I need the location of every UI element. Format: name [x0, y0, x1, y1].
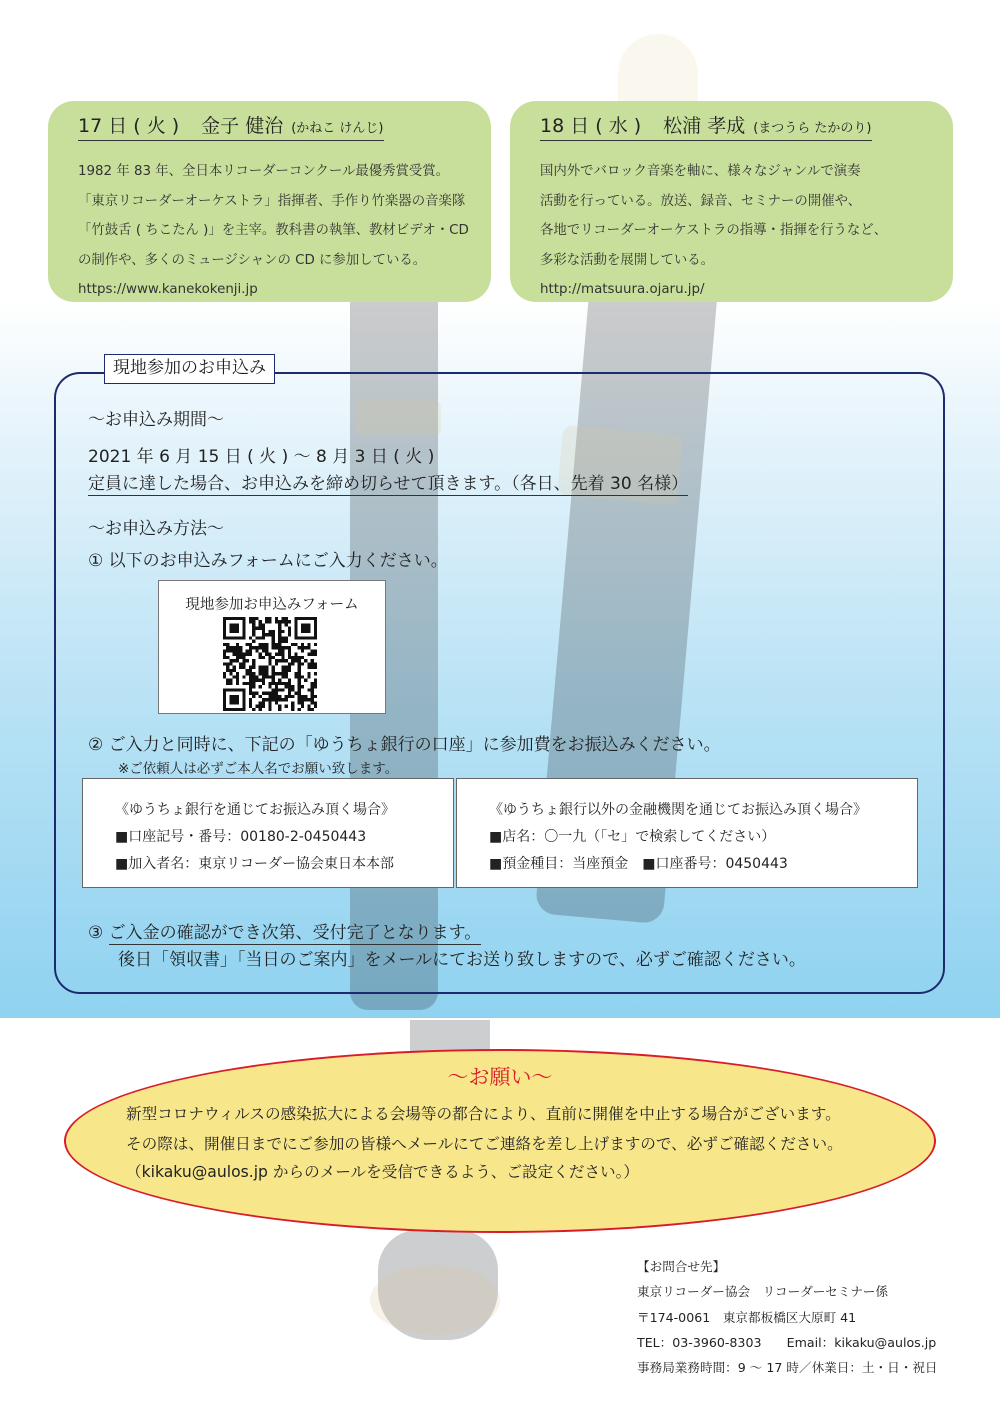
recorder-bell-image [370, 1265, 500, 1335]
bank-account-number: ■口座記号・番号：00180-2-0450443 [115, 829, 367, 845]
step-2: ② ご入力と同時に、下記の「ゆうちょ銀行の口座」に参加費をお振込みください。 [88, 735, 721, 755]
profile-bio-line: 多彩な活動を展開している。 [540, 252, 715, 268]
profile-name: 金子 健治 [201, 115, 284, 137]
bank-heading: 《ゆうちょ銀行以外の金融機関を通じてお振込み頂く場合》 [489, 802, 867, 818]
application-form-qr-box[interactable] [158, 580, 386, 714]
profile-url-link[interactable]: http://matsuura.ojaru.jp/ [540, 282, 705, 297]
request-line: その際は、開催日までにご参加の皆様へメールにてご連絡を差し上げますので、必ずご確認ください。 [126, 1135, 843, 1153]
contact-organization: 東京リコーダー協会 リコーダーセミナー係 [637, 1284, 889, 1300]
contact-address: 〒174-0061 東京都板橋区大原町 41 [637, 1309, 857, 1325]
profile-card-matsuura [510, 101, 953, 302]
profile-card-kaneko [48, 101, 491, 302]
step-1: ① 以下のお申込みフォームにご入力ください。 [88, 551, 448, 571]
profile-bio-line: 「竹鼓舌 ( ちこたん )」を主宰。教科書の執筆、教材ビデオ・CD [78, 223, 469, 238]
profile-date: 17 日 ( 火 ) [78, 115, 180, 137]
capacity-note: 定員に達した場合、お申込みを締め切らせて頂きます。（各日、先着 30 名様） [88, 469, 688, 496]
profile-kana: (かねこ けんじ) [291, 121, 384, 136]
step-2-note: ※ご依頼人は必ずご本人名でお願い致します。 [118, 761, 399, 777]
contact-hours: 事務局業務時間：9 ～ 17 時／休業日：土・日・祝日 [637, 1360, 938, 1376]
bank-heading: 《ゆうちょ銀行を通じてお振込み頂く場合》 [115, 802, 395, 818]
application-period: 2021 年 6 月 15 日 ( 火 ) ～ 8 月 3 日 ( 火 ) [88, 447, 435, 467]
step-3-number: ③ [88, 923, 109, 943]
method-heading: ～お申込み方法～ [88, 519, 224, 539]
request-line: 新型コロナウィルスの感染拡大による会場等の都合により、直前に開催を中止する場合がございます。 [126, 1105, 841, 1123]
profile-bio-line: 活動を行っている。放送、録音、セミナーの開催や、 [540, 193, 862, 209]
profile-title [78, 111, 384, 141]
contact-tel-email: TEL：03-3960-8303 Email：kikaku@aulos.jp [637, 1334, 937, 1350]
profile-bio-line: 各地でリコーダーオーケストラの指導・指揮を行うなど、 [540, 223, 888, 238]
bank-info-other [456, 778, 918, 888]
bank-account-holder: ■加入者名：東京リコーダー協会東日本本部 [115, 856, 394, 872]
step-3 [88, 918, 481, 943]
bank-account-type: ■預金種目：当座預金 ■口座番号：0450443 [489, 856, 788, 872]
bank-info-yucho [82, 778, 454, 888]
application-section-title: 現地参加のお申込み [104, 354, 275, 384]
form-label: 現地参加お申込みフォーム [185, 597, 359, 613]
step-3-note: 後日「領収書」「当日のご案内」をメールにてお送り致しますので、必ずご確認ください。 [118, 950, 806, 970]
request-title: ～お願い～ [447, 1065, 553, 1089]
period-heading: ～お申込み期間～ [88, 410, 224, 430]
profile-bio-line: の制作や、多くのミュージシャンの CD に参加している。 [78, 252, 427, 268]
profile-bio-line: 「東京リコーダーオーケストラ」指揮者、手作り竹楽器の音楽隊 [78, 193, 466, 209]
profile-name: 松浦 孝成 [663, 115, 746, 137]
profile-title [540, 111, 872, 141]
profile-bio-line: 国内外でバロック音楽を軸に、様々なジャンルで演奏 [540, 164, 861, 179]
profile-kana: (まつうら たかのり) [753, 121, 872, 136]
contact-heading: 【お問合せ先】 [637, 1259, 726, 1274]
qr-code-icon[interactable] [223, 617, 317, 711]
profile-url-link[interactable]: https://www.kanekokenji.jp [78, 282, 258, 297]
request-line: （kikaku@aulos.jp からのメールを受信できるよう、ご設定ください。） [126, 1163, 640, 1181]
step-3-text: ご入金の確認ができ次第、受付完了となります。 [108, 923, 482, 943]
contact-info [637, 1254, 938, 1380]
profile-bio-line: 1982 年 83 年、全日本リコーダーコンクール最優秀賞受賞。 [78, 164, 450, 179]
profile-date: 18 日 ( 水 ) [540, 115, 642, 137]
bank-branch: ■店名：〇一九（「セ」で検索してください） [489, 829, 776, 845]
